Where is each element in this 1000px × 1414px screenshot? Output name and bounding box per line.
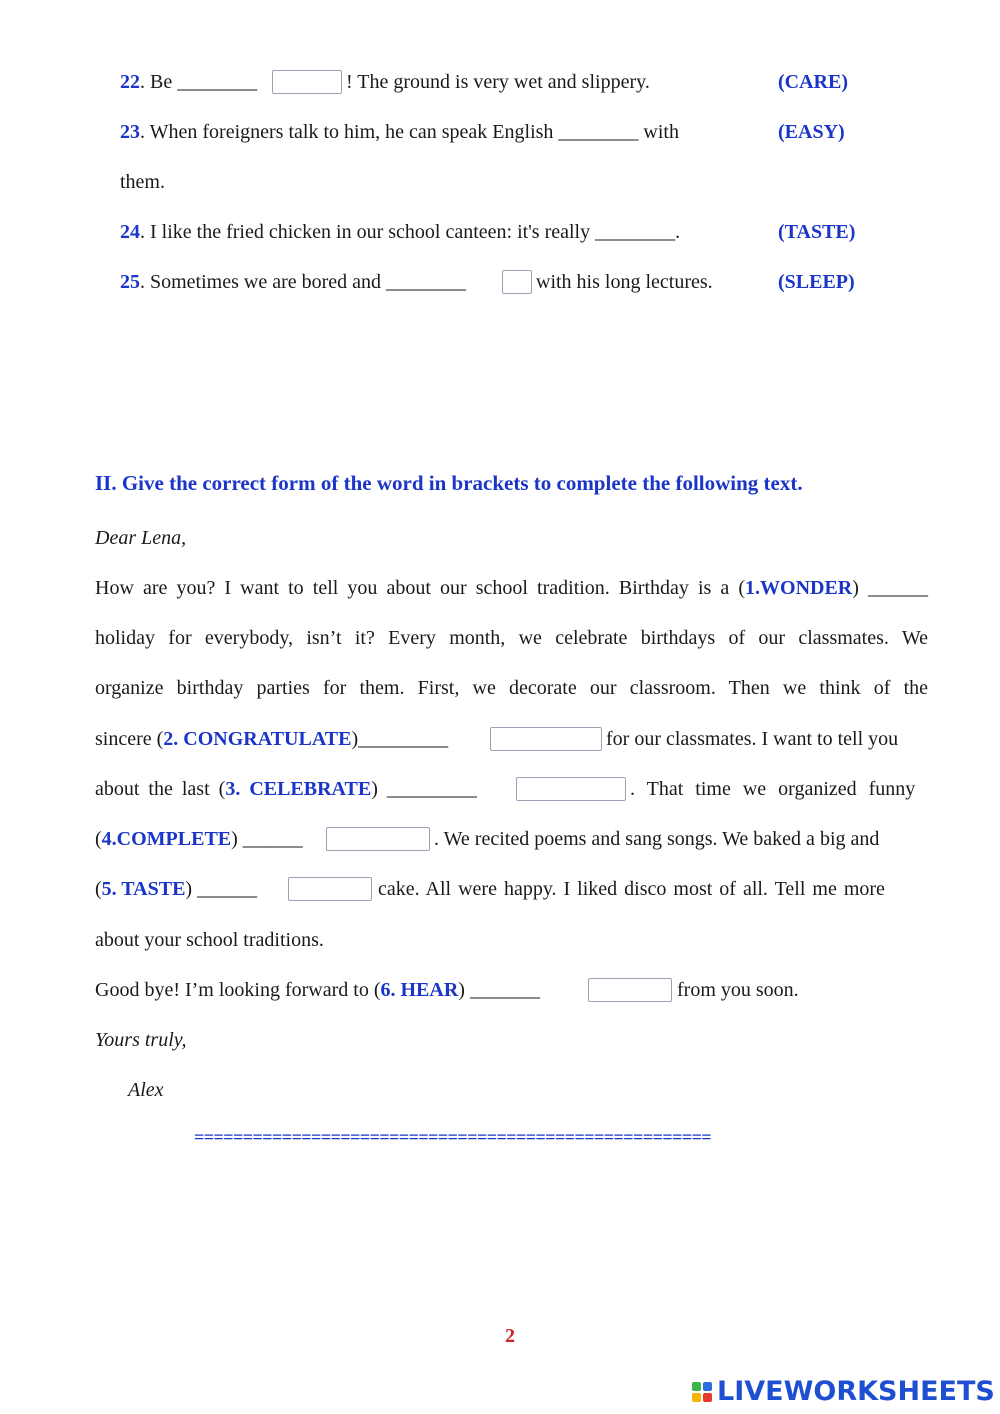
- logo-icon: [692, 1382, 712, 1402]
- letter-line-1: [95, 576, 928, 600]
- item-number: 24: [120, 221, 140, 243]
- letter-line-4-tail: for our classmates. I want to tell you: [606, 728, 899, 750]
- word-hint-25: (SLEEP): [778, 271, 855, 293]
- text: (: [95, 828, 102, 850]
- word-hint-24: (TASTE): [778, 221, 856, 243]
- word-hint-1: 1.WONDER: [745, 577, 853, 599]
- item-23: [120, 120, 679, 144]
- letter-line-5: [95, 777, 477, 801]
- letter-line-2: holiday for everybody, isn’t it? Every month, we celebrate birthdays of our classmates. We: [95, 627, 928, 649]
- answer-box-22[interactable]: [272, 70, 342, 94]
- word-hint-23: (EASY): [778, 121, 845, 143]
- text: ) _______: [458, 979, 540, 1001]
- text: )_________: [351, 728, 449, 750]
- word-hint-4: 4.COMPLETE: [101, 828, 232, 850]
- item-23-continuation: them.: [120, 171, 165, 193]
- item-number: 22: [120, 71, 140, 93]
- answer-box-6[interactable]: [588, 978, 672, 1002]
- text: (: [95, 878, 102, 900]
- letter-line-9-tail: from you soon.: [677, 979, 799, 1001]
- word-hint-6: 6. HEAR: [380, 979, 459, 1001]
- text: ) _________: [371, 778, 477, 800]
- text: sincere (: [95, 728, 164, 750]
- word-hint-22: (CARE): [778, 71, 848, 93]
- word-hint-5: 5. TASTE: [101, 878, 186, 900]
- separator-line: =====================================================: [194, 1127, 712, 1147]
- item-25-tail: with his long lectures.: [536, 271, 713, 293]
- page-number: 2: [505, 1325, 515, 1347]
- letter-greeting: Dear Lena,: [95, 527, 187, 549]
- item-number: 25: [120, 271, 140, 293]
- letter-closing: Yours truly,: [95, 1029, 187, 1051]
- text: about the last (: [95, 778, 226, 800]
- item-number: 23: [120, 121, 140, 143]
- section-heading: II. Give the correct form of the word in brackets to complete the following text.: [95, 471, 803, 495]
- letter-signature: Alex: [128, 1079, 164, 1101]
- letter-line-5-tail: . That time we organized funny: [630, 778, 916, 800]
- letter-line-9: [95, 978, 540, 1002]
- letter-line-4: [95, 727, 448, 751]
- letter-line-7-tail: cake. All were happy. I liked disco most of all. Tell me more: [378, 878, 885, 900]
- letter-line-6-tail: . We recited poems and sang songs. We baked a big and: [434, 828, 880, 850]
- word-hint-3: 3. CELEBRATE: [225, 778, 372, 800]
- item-22: [120, 70, 257, 94]
- answer-box-4[interactable]: [326, 827, 430, 851]
- word-hint-2: 2. CONGRATULATE: [163, 728, 352, 750]
- item-25: [120, 270, 466, 294]
- text: ) ______: [852, 577, 928, 599]
- text: Good bye! I’m looking forward to (: [95, 979, 381, 1001]
- letter-line-6: [95, 827, 303, 851]
- letter-line-3: organize birthday parties for them. First, we decorate our classroom. Then we think of the: [95, 677, 928, 699]
- answer-box-25[interactable]: [502, 270, 532, 294]
- item-text: . I like the fried chicken in our school canteen: it's really ________.: [140, 221, 681, 243]
- liveworksheets-logo: [692, 1376, 995, 1407]
- letter-line-7: [95, 877, 257, 901]
- letter-line-8: about your school traditions.: [95, 929, 324, 951]
- text: ) ______: [231, 828, 303, 850]
- answer-box-2[interactable]: [490, 727, 602, 751]
- text: ) ______: [185, 878, 258, 900]
- item-24: [120, 220, 680, 244]
- item-22-tail: ! The ground is very wet and slippery.: [346, 71, 650, 93]
- answer-box-5[interactable]: [288, 877, 372, 901]
- item-text: . When foreigners talk to him, he can speak English ________ with: [140, 121, 679, 143]
- item-text: . Be ________: [140, 71, 258, 93]
- answer-box-3[interactable]: [516, 777, 626, 801]
- text: How are you? I want to tell you about our school tradition. Birthday is a (: [95, 577, 746, 599]
- brand-name: LIVEWORKSHEETS: [717, 1376, 995, 1407]
- item-text: . Sometimes we are bored and ________: [140, 271, 467, 293]
